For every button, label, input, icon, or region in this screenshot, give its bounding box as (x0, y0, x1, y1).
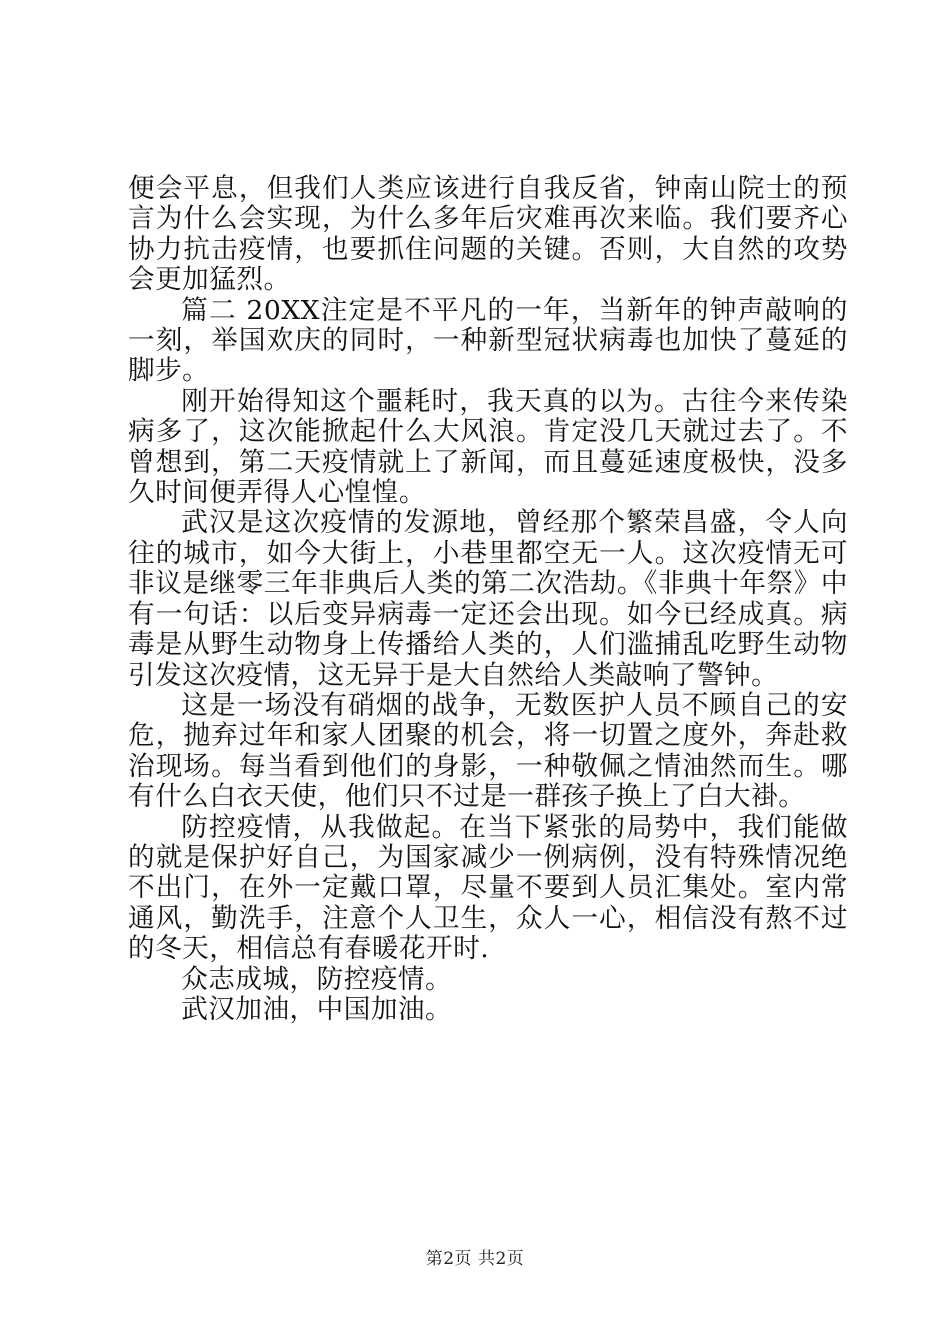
paragraph-6: 防控疫情，从我做起。在当下紧张的局势中，我们能做的就是保护好自己，为国家减少一例病例，没有特殊情况绝不出门，在外一定戴口罩，尽量不要到人员汇集处。室内常通风，勤洗手，注意个人卫生，众人一心，相信没有熬不过的冬天，相信总有春暖花开时. (128, 811, 848, 965)
paragraph-7: 众志成城，防控疫情。 (181, 963, 453, 995)
paragraph-2: 篇二 20XX注定是不平凡的一年，当新年的钟声敲响的一刻，举国欢庆的同时，一种新型冠状病毒也加快了蔓延的脚步。 (128, 294, 848, 387)
paragraph-3: 刚开始得知这个噩耗时，我天真的以为。古往今来传染病多了，这次能掀起什么大风浪。肯定没几天就过去了。不曾想到，第二天疫情就上了新闻，而且蔓延速度极快，没多久时间便弄得人心惶惶。 (128, 385, 848, 509)
paragraph-8: 武汉加油，中国加油。 (181, 993, 453, 1025)
paragraph-4: 武汉是这次疫情的发源地，曾经那个繁荣昌盛，令人向往的城市，如今大街上，小巷里都空无一人。这次疫情无可非议是继零三年非典后人类的第二次浩劫。《非典十年祭》中有一句话：以后变异病毒一定还会出现。如今已经成真。病毒是从野生动物身上传播给人类的，人们滥捕乱吃野生动物引发这次疫情，这无异于是大自然给人类敲响了警钟。 (128, 507, 848, 691)
paragraph-5: 这是一场没有硝烟的战争，无数医护人员不顾自己的安危，抛弃过年和家人团聚的机会，将一切置之度外，奔赴救治现场。每当看到他们的身影，一种敬佩之情油然而生。哪有什么白衣天使，他们只不过是一群孩子换上了白大褂。 (128, 689, 848, 813)
page-number-footer: 第2页 共2页 (425, 1249, 525, 1269)
document-body (128, 174, 848, 1025)
paragraph-1: 便会平息，但我们人类应该进行自我反省，钟南山院士的预言为什么会实现，为什么多年后灾难再次来临。我们要齐心协力抗击疫情，也要抓住问题的关键。否则，大自然的攻势会更加猛烈。 (128, 173, 848, 296)
